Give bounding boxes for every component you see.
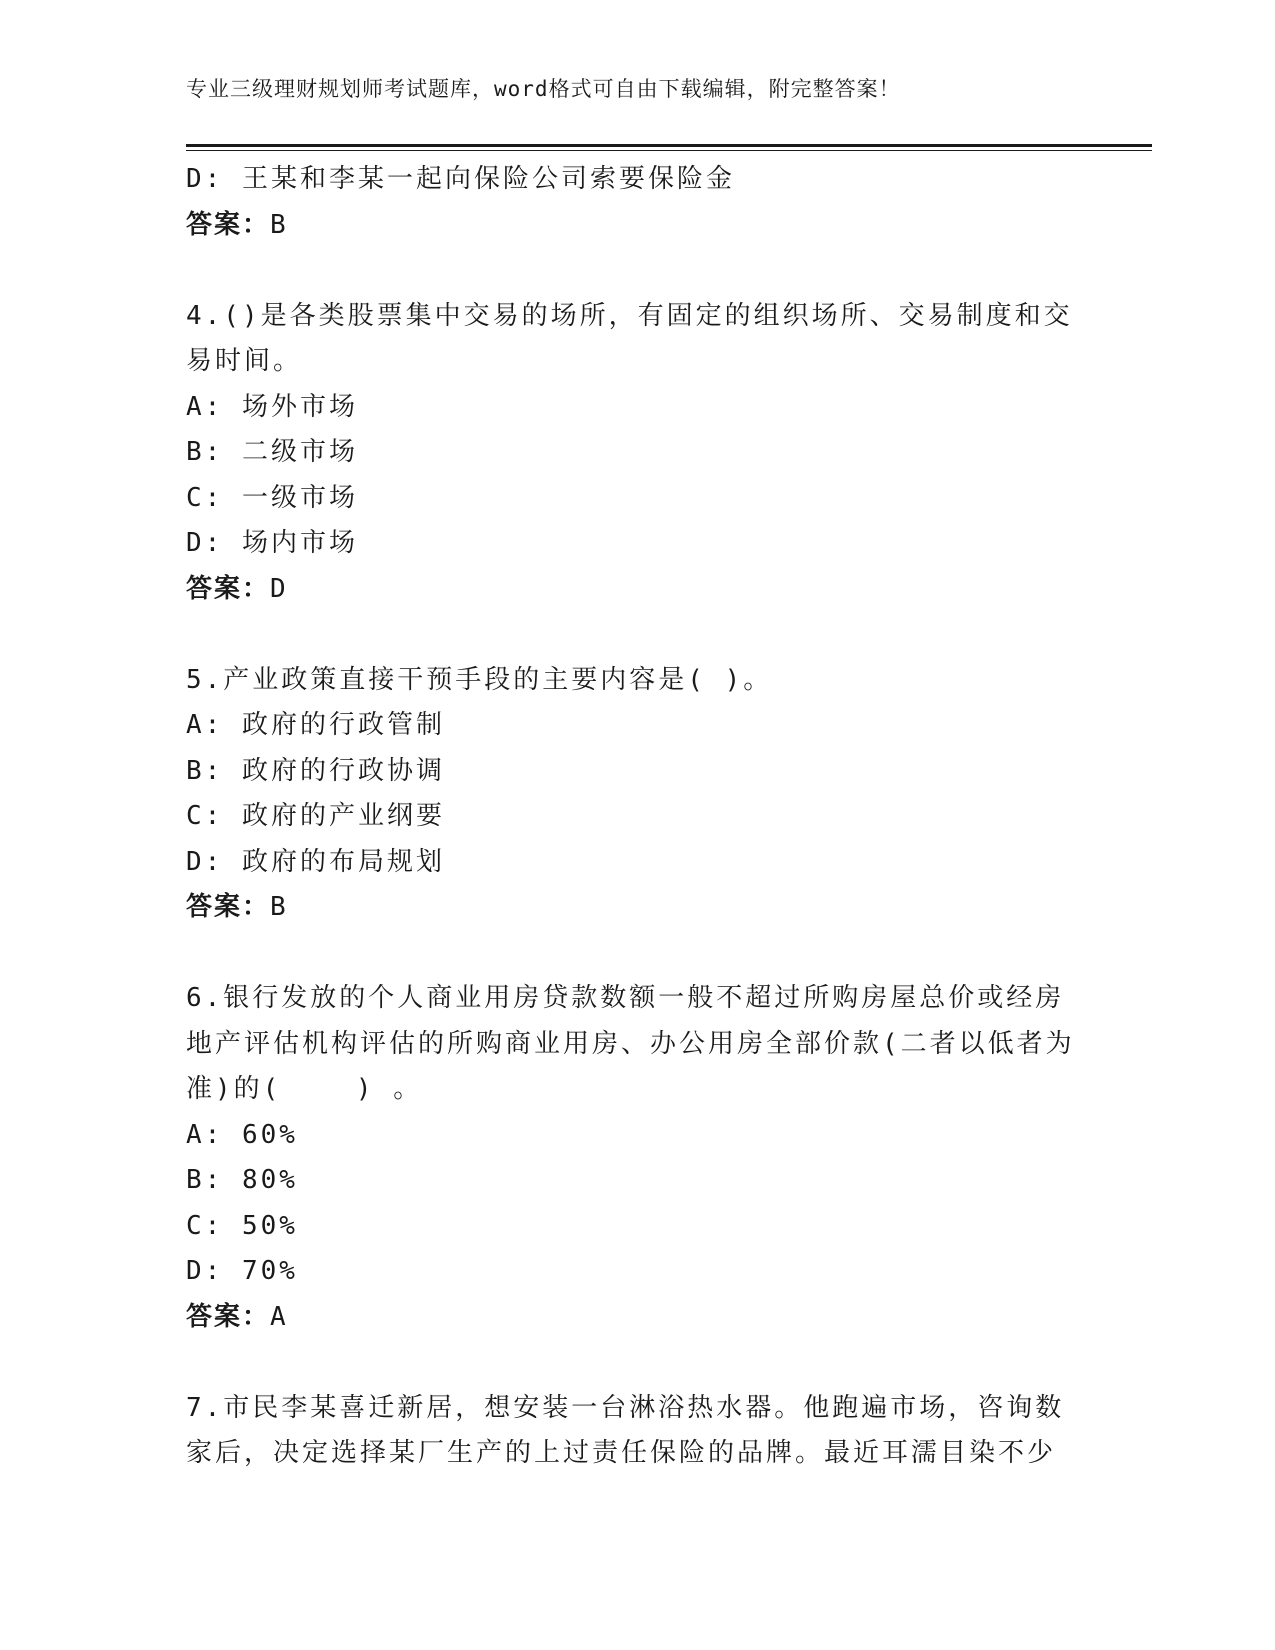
- option-d: D: 场内市场: [186, 528, 358, 558]
- question-stem: 易时间。: [186, 346, 303, 376]
- option-b: B: 二级市场: [186, 437, 358, 467]
- answer-label: 答案：: [186, 892, 271, 922]
- question-7: [186, 1386, 1086, 1477]
- question-stem: 7.市民李某喜迁新居，想安装一台淋浴热水器。他跑遍市场，咨询数: [186, 1392, 1065, 1423]
- answer-line: [186, 885, 1086, 931]
- option-a: A: 政府的行政管制: [186, 710, 445, 740]
- header-divider: [186, 144, 1152, 147]
- answer-value: B: [270, 892, 288, 922]
- option-c: C: 50%: [186, 1210, 298, 1241]
- question-stem: 地产评估机构评估的所购商业用房、办公用房全部价款(二者以低者为: [186, 1028, 1075, 1059]
- question-stem: 家后，决定选择某厂生产的上过责任保险的品牌。最近耳濡目染不少: [186, 1438, 1057, 1468]
- option-a: A: 场外市场: [186, 391, 358, 422]
- answer-line: [186, 567, 1086, 613]
- question-4: [186, 294, 1086, 613]
- option-d: D: 政府的布局规划: [186, 846, 445, 877]
- document-body: [186, 157, 1086, 1477]
- question-5: [186, 658, 1086, 931]
- answer-label: 答案：: [186, 1301, 271, 1332]
- answer-value: A: [270, 1301, 288, 1332]
- answer-line: [186, 203, 1086, 249]
- option-a: A: 60%: [186, 1119, 298, 1150]
- answer-value: D: [270, 573, 288, 604]
- answer-label: 答案：: [186, 573, 271, 604]
- spacer: [186, 931, 1086, 977]
- spacer: [186, 612, 1086, 658]
- option-c: C: 政府的产业纲要: [186, 801, 445, 831]
- option-b: B: 80%: [186, 1165, 298, 1195]
- spacer: [186, 1340, 1086, 1386]
- page-header: 专业三级理财规划师考试题库，word格式可自由下载编辑，附完整答案！: [186, 77, 901, 101]
- header-divider-thin: [186, 150, 1152, 151]
- option-c: C: 一级市场: [186, 482, 358, 513]
- question-stem: 4.()是各类股票集中交易的场所，有固定的组织场所、交易制度和交: [186, 300, 1073, 331]
- question-stem: 准)的( ) 。: [186, 1074, 423, 1104]
- option-d: D: 王某和李某一起向保险公司索要保险金: [186, 164, 735, 194]
- answer-value: B: [270, 209, 288, 240]
- question-6: [186, 976, 1086, 1340]
- spacer: [186, 248, 1086, 294]
- option-b: B: 政府的行政协调: [186, 755, 445, 786]
- option-d: D: 70%: [186, 1256, 298, 1286]
- answer-line: [186, 1295, 1086, 1341]
- question-stem: 6.银行发放的个人商业用房贷款数额一般不超过所购房屋总价或经房: [186, 983, 1065, 1013]
- question-stem: 5.产业政策直接干预手段的主要内容是( )。: [186, 664, 773, 695]
- answer-label: 答案：: [186, 209, 271, 240]
